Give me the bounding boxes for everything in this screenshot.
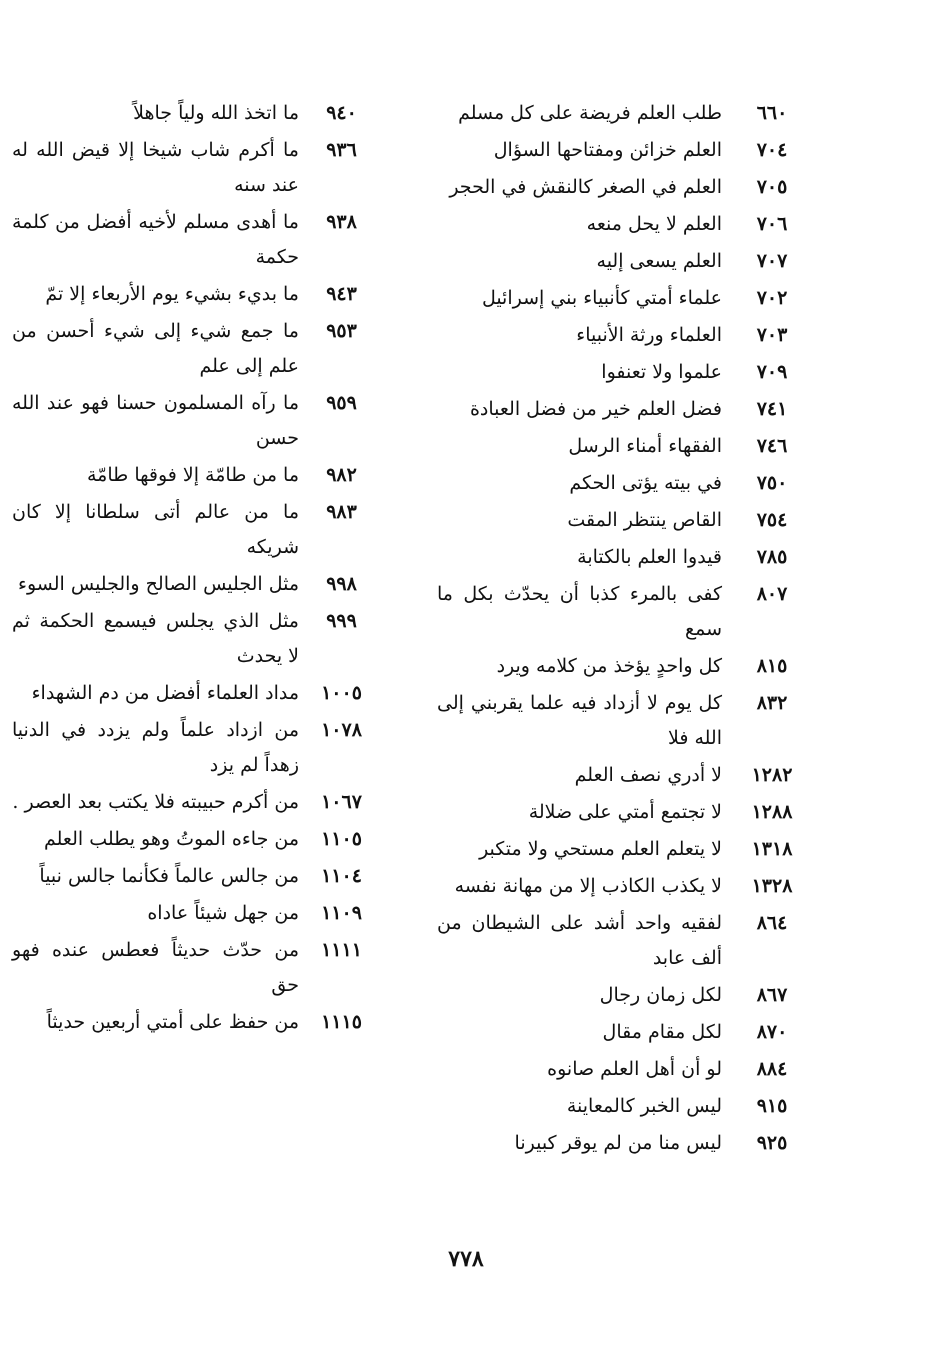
hadith-text: ما من طامّة إلا فوقها طامّة <box>87 464 299 486</box>
index-entry <box>437 1126 822 1161</box>
index-entry <box>437 244 822 279</box>
hadith-number: ٧٥٠ <box>756 472 788 494</box>
hadith-text: من جاءه الموتُ وهو يطلب العلم <box>43 828 299 850</box>
hadith-number: ١٠٠٥ <box>321 682 362 704</box>
hadith-text: لفقيه واحد أشد على الشيطان من ألف عابد <box>437 912 722 969</box>
hadith-number: ٧٠٥ <box>756 176 788 198</box>
hadith-text: العلم في الصغر كالنقش في الحجر <box>449 176 722 198</box>
hadith-number: ٩٣٨ <box>326 211 357 233</box>
hadith-number: ٧٠٢ <box>756 287 788 309</box>
index-entry <box>12 822 384 857</box>
index-column-left <box>12 96 384 1042</box>
index-entry <box>12 676 384 711</box>
hadith-number: ٨٣٢ <box>756 692 788 714</box>
hadith-number: ١١٠٥ <box>321 828 362 850</box>
hadith-number: ٨٠٧ <box>756 583 788 605</box>
hadith-number: ٧٠٤ <box>756 139 788 161</box>
hadith-number: ١١١١ <box>321 939 362 961</box>
index-entry <box>437 207 822 242</box>
hadith-text: العلماء ورثة الأنبياء <box>576 324 722 346</box>
hadith-number: ٩٩٨ <box>326 573 357 595</box>
index-entry <box>12 133 384 203</box>
hadith-number: ٧٤٦ <box>756 435 788 457</box>
hadith-text: من ازداد علماً ولم يزدد في الدنيا زهداً لم يزد <box>12 719 299 776</box>
hadith-number: ١١٠٩ <box>321 902 362 924</box>
hadith-text: من جهل شيئاً عاداه <box>147 902 299 924</box>
index-entry <box>12 567 384 602</box>
index-entry <box>12 604 384 674</box>
hadith-text: مثل الذي يجلس فيسمع الحكمة ثم لا يحدث <box>12 610 299 667</box>
index-entry <box>437 649 822 684</box>
hadith-text: علماء أمتي كأنبياء بني إسرائيل <box>481 287 722 309</box>
hadith-number: ٨١٥ <box>756 655 788 677</box>
hadith-text: كل يوم لا أزداد فيه علما يقربني إلى الله فلا <box>437 692 722 749</box>
index-entry <box>437 281 822 316</box>
hadith-text: ليس منا من لم يوقر كبيرنا <box>514 1132 722 1154</box>
index-entry <box>437 978 822 1013</box>
hadith-text: مثل الجليس الصالح والجليس السوء <box>18 573 299 595</box>
hadith-number: ٩٥٩ <box>326 392 357 414</box>
hadith-text: فضل العلم خير من فضل العبادة <box>469 398 722 420</box>
index-entry <box>437 686 822 756</box>
hadith-text: القاص ينتظر المقت <box>567 509 722 531</box>
hadith-number: ٨٧٠ <box>756 1021 788 1043</box>
hadith-text: مداد العلماء أفضل من دم الشهداء <box>31 682 299 704</box>
index-entry <box>437 355 822 390</box>
hadith-number: ٧٠٧ <box>756 250 788 272</box>
index-entry <box>437 577 822 647</box>
hadith-number: ٩٣٦ <box>326 139 357 161</box>
hadith-number: ١٢٨٨ <box>751 801 793 823</box>
index-entry <box>12 859 384 894</box>
hadith-number: ٨٦٧ <box>756 984 788 1006</box>
hadith-number: ٩٩٩ <box>326 610 357 632</box>
index-entry <box>437 133 822 168</box>
index-entry <box>437 1015 822 1050</box>
hadith-number: ٧٤١ <box>756 398 788 420</box>
page-number: ٧٧٨ <box>448 1246 484 1272</box>
hadith-text: في بيته يؤتى الحكم <box>569 472 722 494</box>
hadith-text: لو أن أهل العلم صانوه <box>547 1058 722 1080</box>
hadith-text: من حدّث حديثاً فعطس عنده فهو حق <box>12 939 299 996</box>
index-entry <box>437 795 822 830</box>
hadith-text: ما اتخذ الله ولياً جاهلاً <box>133 102 299 124</box>
index-entry <box>12 713 384 783</box>
hadith-text: العلم يسعى إليه <box>596 250 722 272</box>
hadith-number: ١٢٨٢ <box>751 764 793 786</box>
hadith-number: ٩٤٣ <box>326 283 357 305</box>
hadith-text: طلب العلم فريضة على كل مسلم <box>458 102 722 124</box>
index-entry <box>437 318 822 353</box>
index-entry <box>12 458 384 493</box>
index-entry <box>12 933 384 1003</box>
index-entry <box>437 906 822 976</box>
hadith-text: ما رآه المسلمون حسنا فهو عند الله حسن <box>12 392 299 449</box>
index-entry <box>12 205 384 275</box>
index-entry <box>12 1005 384 1040</box>
hadith-number: ١٠٦٧ <box>321 791 362 813</box>
hadith-number: ٩٨٢ <box>326 464 357 486</box>
index-entry <box>12 785 384 820</box>
hadith-text: لا يكذب الكاذب إلا من مهانة نفسه <box>454 875 722 897</box>
hadith-text: ما من عالم أتى سلطانا إلا كان شريكه <box>12 501 299 558</box>
hadith-number: ٧٥٤ <box>756 509 788 531</box>
hadith-text: ما أهدى مسلم لأخيه أفضل من كلمة حكمة <box>12 211 299 268</box>
index-entry <box>437 96 822 131</box>
hadith-number: ٩٥٣ <box>326 320 357 342</box>
hadith-text: لكل مقام مقال <box>602 1021 722 1043</box>
hadith-number: ٧٠٦ <box>756 213 788 235</box>
hadith-text: علموا ولا تعنفوا <box>601 361 722 383</box>
hadith-number: ١٣١٨ <box>751 838 793 860</box>
hadith-text: ما جمع شيء إلى شيء أحسن من علم إلى علم <box>12 320 299 377</box>
index-entry <box>437 1052 822 1087</box>
hadith-number: ٦٦٠ <box>756 102 788 124</box>
hadith-number: ٧٠٣ <box>756 324 788 346</box>
hadith-number: ٨٨٤ <box>756 1058 788 1080</box>
index-entry <box>12 386 384 456</box>
index-entry <box>437 466 822 501</box>
hadith-number: ١٠٧٨ <box>321 719 362 741</box>
hadith-text: كل واحدٍ يؤخذ من كلامه ويرد <box>496 655 722 677</box>
index-entry <box>437 170 822 205</box>
hadith-number: ٩١٥ <box>756 1095 788 1117</box>
hadith-number: ٧٠٩ <box>756 361 788 383</box>
hadith-text: لا أدري نصف العلم <box>574 764 722 786</box>
hadith-text: لكل زمان رجال <box>599 984 722 1006</box>
index-entry <box>12 896 384 931</box>
index-entry <box>12 96 384 131</box>
index-entry <box>437 869 822 904</box>
hadith-text: كفى بالمرء كذبا أن يحدّث بكل ما سمع <box>437 583 722 640</box>
hadith-text: من جالس عالماً فكأنما جالس نبياً <box>39 865 299 887</box>
index-entry <box>437 503 822 538</box>
index-entry <box>12 495 384 565</box>
hadith-number: ٩٢٥ <box>756 1132 788 1154</box>
hadith-text: من حفظ على أمتي أربعين حديثاً <box>46 1011 299 1033</box>
hadith-number: ١٣٢٨ <box>751 875 793 897</box>
index-entry <box>437 429 822 464</box>
hadith-text: ما أكرم شاب شيخا إلا قيض الله له عند سنه <box>12 139 299 196</box>
hadith-text: ما بديء بشيء يوم الأربعاء إلا تمّ <box>45 283 299 305</box>
index-entry <box>437 758 822 793</box>
hadith-text: الفقهاء أمناء الرسل <box>568 435 722 457</box>
hadith-number: ٩٨٣ <box>326 501 357 523</box>
hadith-text: العلم خزائن ومفتاحها السؤال <box>493 139 722 161</box>
hadith-text: لا تجتمع أمتي على ضلالة <box>528 801 722 823</box>
hadith-number: ٧٨٥ <box>756 546 788 568</box>
index-entry <box>437 392 822 427</box>
index-entry <box>12 314 384 384</box>
hadith-text: قيدوا العلم بالكتابة <box>577 546 722 568</box>
hadith-text: ليس الخبر كالمعاينة <box>566 1095 722 1117</box>
hadith-text: لا يتعلم العلم مستحي ولا متكبر <box>479 838 722 860</box>
hadith-number: ١١٠٤ <box>321 865 362 887</box>
hadith-number: ١١١٥ <box>321 1011 362 1033</box>
index-column-right <box>437 96 822 1163</box>
index-entry <box>437 1089 822 1124</box>
hadith-number: ٩٤٠ <box>326 102 357 124</box>
index-entry <box>437 832 822 867</box>
hadith-text: العلم لا يحل منعه <box>586 213 722 235</box>
hadith-number: ٨٦٤ <box>756 912 788 934</box>
index-entry <box>437 540 822 575</box>
index-entry <box>12 277 384 312</box>
hadith-text: من أكرم حبيبته فلا يكتب بعد العصر . <box>12 791 299 813</box>
